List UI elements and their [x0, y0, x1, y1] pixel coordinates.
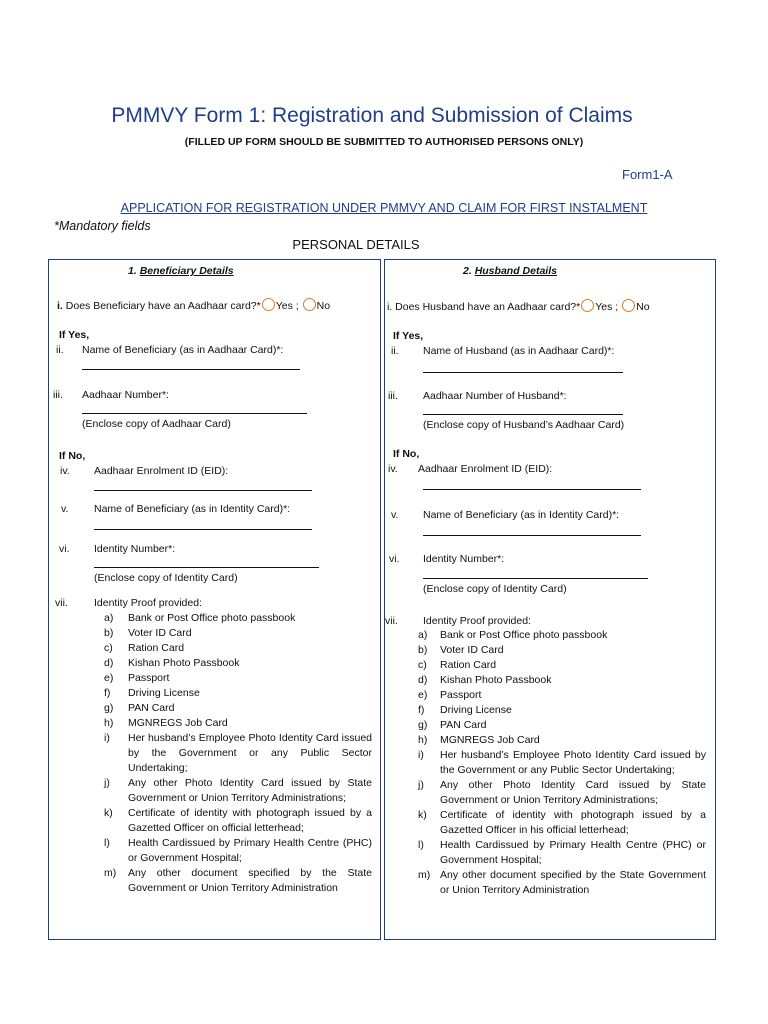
husband-vi-label: Identity Number*: [423, 553, 505, 565]
list-item: k) Certificate of identity with photograph issued by a Gazetted Officer on official letterhead; [104, 807, 372, 834]
husband-aadhaar-line[interactable] [423, 414, 623, 415]
list-item: c) Ration Card [418, 659, 497, 671]
form-title: PMMVY Form 1: Registration and Submission of Claims [111, 104, 633, 127]
beneficiary-vi-label: Identity Number*: [94, 543, 176, 555]
beneficiary-yes-radio[interactable] [262, 298, 275, 311]
list-item: f) Driving License [418, 704, 512, 716]
list-item: m) Any other document specified by the State Government or Union Territory Administration [104, 867, 372, 894]
beneficiary-ii-label: Name of Beneficiary (as in Aadhaar Card)*: [82, 344, 284, 356]
beneficiary-iv-label: Aadhaar Enrolment ID (EID): [94, 465, 229, 477]
beneficiary-vii-num: vii. [55, 597, 68, 609]
list-item: g) PAN Card [104, 702, 175, 714]
beneficiary-v-num: v. [61, 503, 69, 515]
list-item: b) Voter ID Card [418, 644, 504, 656]
beneficiary-heading: 1. Beneficiary Details [128, 265, 234, 277]
list-item: a) Bank or Post Office photo passbook [418, 629, 608, 641]
husband-iv-num: iv. [388, 463, 398, 475]
list-item: m) Any other document specified by the State Government or Union Territory Administration [418, 869, 706, 896]
list-item: c) Ration Card [104, 642, 185, 654]
beneficiary-if-yes: If Yes, [59, 329, 90, 341]
section-title: PERSONAL DETAILS [292, 237, 420, 252]
list-item: h) MGNREGS Job Card [104, 717, 228, 729]
beneficiary-iv-num: iv. [60, 465, 70, 477]
beneficiary-name-line[interactable] [82, 369, 300, 370]
beneficiary-if-no: If No, [59, 450, 86, 462]
list-item: j) Any other Photo Identity Card issued by State Government or Union Territory Administrations; [418, 779, 706, 806]
beneficiary-iii-label: Aadhaar Number*: [82, 389, 169, 401]
husband-ii-label: Name of Husband (as in Aadhaar Card)*: [423, 345, 615, 357]
husband-iii-num: iii. [388, 390, 398, 402]
list-item: e) Passport [418, 689, 482, 701]
husband-q-aadhaar: i. Does Husband have an Aadhaar card?* Yes ; No [387, 301, 650, 313]
beneficiary-vii-label: Identity Proof provided: [94, 597, 202, 609]
husband-vii-label: Identity Proof provided: [423, 615, 531, 627]
husband-iii-label: Aadhaar Number of Husband*: [423, 390, 567, 402]
list-item: l) Health Cardissued by Primary Health Centre (PHC) or Government Hospital; [418, 839, 706, 866]
beneficiary-v-label: Name of Beneficiary (as in Identity Card)*: [94, 503, 291, 515]
beneficiary-aadhaar-line[interactable] [82, 413, 307, 414]
beneficiary-idnum-line[interactable] [94, 567, 319, 568]
application-title: APPLICATION FOR REGISTRATION UNDER PMMVY AND CLAIM FOR FIRST INSTALMENT [120, 201, 648, 215]
husband-vii-num: vii. [385, 615, 398, 627]
beneficiary-eid-line[interactable] [94, 490, 312, 491]
list-item: i) Her husband’s Employee Photo Identity Card issued by the Government or any Public Sector Undertaking; [418, 749, 706, 776]
husband-iv-label: Aadhaar Enrolment ID (EID): [418, 463, 553, 475]
beneficiary-iii-note: (Enclose copy of Aadhaar Card) [82, 418, 231, 430]
beneficiary-q-aadhaar: i. Does Beneficiary have an Aadhaar card?* Yes ; No [57, 300, 331, 312]
list-item: j) Any other Photo Identity Card issued by State Government or Union Territory Administrations; [104, 777, 372, 804]
beneficiary-no-radio[interactable] [303, 298, 316, 311]
beneficiary-idname-line[interactable] [94, 529, 312, 530]
beneficiary-proof-list [104, 611, 372, 896]
husband-name-line[interactable] [423, 372, 623, 373]
husband-v-label: Name of Beneficiary (as in Identity Card)*: [423, 509, 620, 521]
husband-heading: 2. Husband Details [463, 265, 557, 277]
husband-vi-note: (Enclose copy of Identity Card) [423, 583, 567, 595]
list-item: l) Health Cardissued by Primary Health Centre (PHC) or Government Hospital; [104, 837, 372, 864]
husband-if-no: If No, [393, 448, 420, 460]
husband-idnum-line[interactable] [423, 578, 648, 579]
husband-iii-note: (Enclose copy of Husband’s Aadhaar Card) [423, 419, 625, 431]
list-item: d) Kishan Photo Passbook [418, 674, 552, 686]
husband-idname-line[interactable] [423, 535, 641, 536]
list-item: k) Certificate of identity with photograph issued by a Gazetted Officer in his official letterhead; [418, 809, 706, 836]
mandatory-note: *Mandatory fields [54, 219, 151, 233]
list-item: g) PAN Card [418, 719, 487, 731]
beneficiary-ii-num: ii. [56, 344, 64, 356]
list-item: d) Kishan Photo Passbook [104, 657, 240, 669]
list-item: b) Voter ID Card [104, 627, 192, 639]
husband-yes-radio[interactable] [581, 299, 594, 312]
beneficiary-vi-num: vi. [59, 543, 70, 555]
form-subtitle: (FILLED UP FORM SHOULD BE SUBMITTED TO AUTHORISED PERSONS ONLY) [184, 136, 584, 148]
list-item: f) Driving License [104, 687, 200, 699]
list-item: e) Passport [104, 672, 170, 684]
list-item: i) Her husband’s Employee Photo Identity Card issued by the Government or any Public Sector Undertaking; [104, 732, 372, 774]
husband-no-radio[interactable] [622, 299, 635, 312]
beneficiary-iii-num: iii. [53, 389, 63, 401]
husband-v-num: v. [391, 509, 399, 521]
husband-eid-line[interactable] [423, 489, 641, 490]
husband-proof-list [418, 628, 706, 898]
husband-vi-num: vi. [389, 553, 400, 565]
list-item: h) MGNREGS Job Card [418, 734, 540, 746]
beneficiary-vi-note: (Enclose copy of Identity Card) [94, 572, 238, 584]
husband-ii-num: ii. [391, 345, 399, 357]
husband-if-yes: If Yes, [393, 330, 424, 342]
form-code: Form1-A [622, 167, 673, 182]
list-item: a) Bank or Post Office photo passbook [104, 612, 296, 624]
